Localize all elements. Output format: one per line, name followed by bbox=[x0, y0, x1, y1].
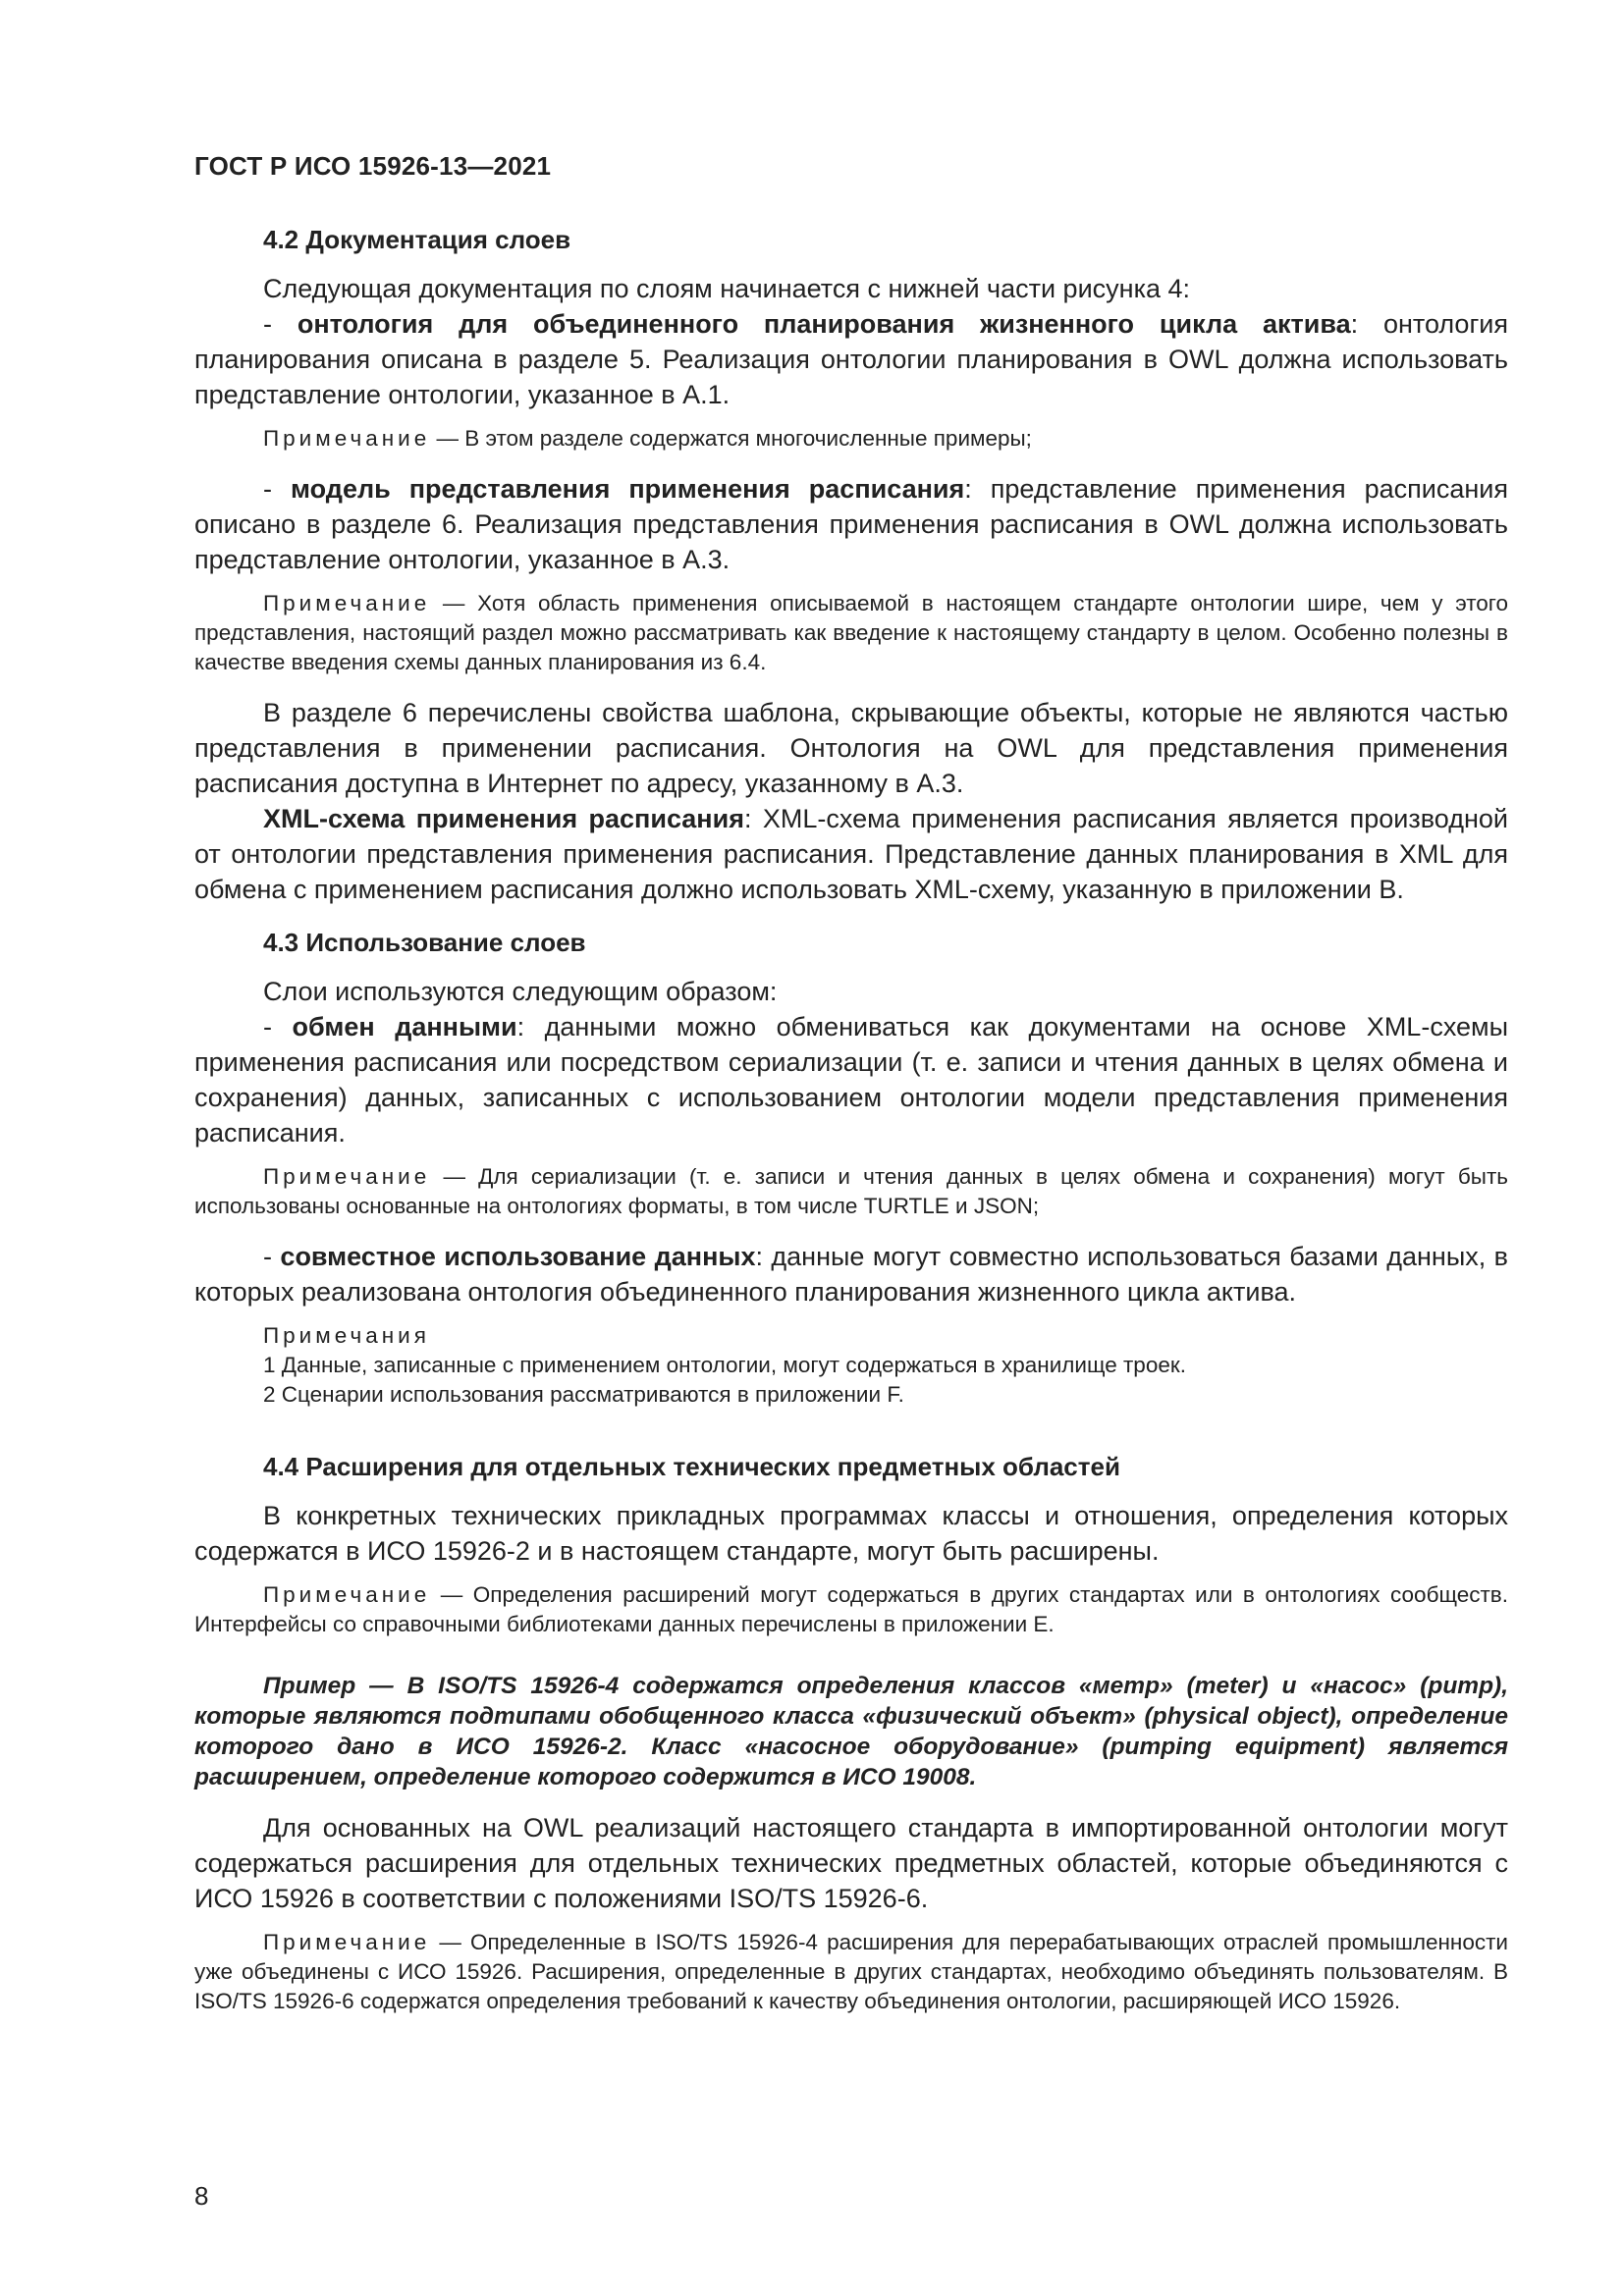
s43-note-1-text: — Для сериализации (т. е. записи и чтения данных в целях обмена и сохранения) могут быть использованы основанные на онтологиях форматы, в том числе TURTLE и JSON; bbox=[194, 1164, 1508, 1218]
s43-notes bbox=[194, 1321, 1508, 1351]
s42-item-2 bbox=[194, 471, 1508, 577]
section-4-3-heading: 4.3 Использование слоев bbox=[263, 928, 586, 957]
s44-note-2 bbox=[194, 1928, 1508, 2016]
s43-note-item-2 bbox=[194, 1380, 1508, 1410]
s44-note-2-label: Примечание bbox=[263, 1930, 431, 1954]
s43-item-2-term: совместное использование данных bbox=[280, 1242, 756, 1271]
section-4-4-heading: 4.4 Расширения для отдельных технических предметных областей bbox=[263, 1452, 1120, 1481]
s42-note-1 bbox=[194, 424, 1508, 454]
s44-example: Пример — В ISO/TS 15926-4 содержатся определения классов «метр» (meter) и «насос» (pump), которые являются подтипами обобщенного класса «физический объект» (physical object), определение которого дано в ИСО 15926-2. Класс «насосное оборудование» (pumping equipment) является расширением, определение которого содержится в ИСО 19008. bbox=[194, 1673, 1508, 1790]
s43-note-item-1-text: 1 Данные, записанные с применением онтологии, могут содержаться в хранилище троек. bbox=[263, 1353, 1186, 1377]
page-content bbox=[194, 222, 1508, 2016]
s43-note-item-2-text: 2 Сценарии использования рассматриваются в приложении F. bbox=[263, 1382, 904, 1407]
s44-note-1-text: — Определения расширений могут содержаться в других стандартах или в онтологиях сообществ. Интерфейсы со справочными библиотеками данных перечислены в приложении Е. bbox=[194, 1582, 1508, 1636]
s43-item-2-text: : данные могут совместно использоваться базами данных, в которых реализована онтология объединенного планирования жизненного цикла актива. bbox=[194, 1242, 1508, 1307]
s43-note-1 bbox=[194, 1162, 1508, 1221]
s42-item-1-term: онтология для объединенного планирования жизненного цикла актива bbox=[297, 309, 1351, 339]
s42-xml-item bbox=[194, 801, 1508, 907]
s42-item-2-term: модель представления применения расписания bbox=[291, 474, 965, 504]
section-4-2-heading: 4.2 Документация слоев bbox=[263, 225, 571, 254]
s44-note-1-label: Примечание bbox=[263, 1582, 431, 1607]
s42-intro: Следующая документация по слоям начинается с нижней части рисунка 4: bbox=[263, 274, 1191, 303]
s42-note-2-text: — Хотя область применения описываемой в настоящем стандарте онтологии шире, чем у этого представления, настоящий раздел можно рассматривать как введение к настоящему стандарту в целом. Особенно полезны в качестве введения схемы данных планирования из 6.4. bbox=[194, 591, 1508, 674]
s42-paragraph-1: В разделе 6 перечислены свойства шаблона, скрывающие объекты, которые не являются частью представления в применении расписания. Онтология на OWL для представления применения расписания доступна в Интернет по адресу, указанному в А.3. bbox=[194, 698, 1508, 798]
s43-note-1-label: Примечание bbox=[263, 1164, 431, 1189]
s43-item-2 bbox=[194, 1239, 1508, 1309]
s43-intro: Слои используются следующим образом: bbox=[263, 977, 778, 1006]
s42-note-2-label: Примечание bbox=[263, 591, 431, 615]
s42-item-2-prefix: - bbox=[263, 474, 292, 504]
s42-item-1-text: : онтология планирования описана в разделе 5. Реализация онтологии планирования в OWL должна использовать представление онтологии, указанное в А.1. bbox=[194, 309, 1508, 409]
s43-item-1 bbox=[194, 1009, 1508, 1150]
s42-note-2 bbox=[194, 589, 1508, 677]
page-number: 8 bbox=[194, 2181, 209, 2211]
s43-item-1-term: обмен данными bbox=[292, 1012, 517, 1041]
s42-xml-text: : XML-схема применения расписания является производной от онтологии представления применения расписания. Представление данных планирования в XML для обмена с применением расписания должно использовать XML-схему, указанную в приложении В. bbox=[194, 804, 1508, 904]
standard-header: ГОСТ Р ИСО 15926-13—2021 bbox=[194, 151, 552, 181]
s43-item-1-text: : данными можно обмениваться как документами на основе XML-схемы применения расписания или посредством сериализации (т. е. записи и чтения данных в целях обмена и сохранения) данных, записанных с использованием онтологии модели представления применения расписания. bbox=[194, 1012, 1508, 1148]
s44-note-1 bbox=[194, 1580, 1508, 1639]
s42-item-1 bbox=[194, 306, 1508, 412]
s43-notes-label: Примечания bbox=[263, 1323, 430, 1348]
s42-item-1-prefix: - bbox=[263, 309, 298, 339]
s42-item-2-text: : представление применения расписания описано в разделе 6. Реализация представления применения расписания в OWL должна использовать представление онтологии, указанное в А.3. bbox=[194, 474, 1508, 574]
s44-note-2-text: — Определенные в ISO/TS 15926-4 расширения для перерабатывающих отраслей промышленности уже объединены с ИСО 15926. Расширения, определенные в других стандартах, необходимо объединять пользователям. В ISO/TS 15926-6 содержатся определения требований к качеству объединения онтологии, расширяющей ИСО 15926. bbox=[194, 1930, 1508, 2013]
s44-paragraph-2: Для основанных на OWL реализаций настоящего стандарта в импортированной онтологии могут содержаться расширения для отдельных технических предметных областей, которые объединяются с ИСО 15926 в соответствии с положениями ISO/TS 15926-6. bbox=[194, 1813, 1508, 1913]
s42-note-1-text: — В этом разделе содержатся многочисленные примеры; bbox=[430, 426, 1032, 451]
s43-item-2-prefix: - bbox=[263, 1242, 281, 1271]
s42-note-1-label: Примечание bbox=[263, 426, 431, 451]
s42-xml-term: XML-схема применения расписания bbox=[263, 804, 744, 833]
s44-paragraph-1: В конкретных технических прикладных программах классы и отношения, определения которых содержатся в ИСО 15926-2 и в настоящем стандарте, могут быть расширены. bbox=[194, 1501, 1508, 1566]
s43-note-item-1 bbox=[194, 1351, 1508, 1380]
s43-item-1-prefix: - bbox=[263, 1012, 293, 1041]
